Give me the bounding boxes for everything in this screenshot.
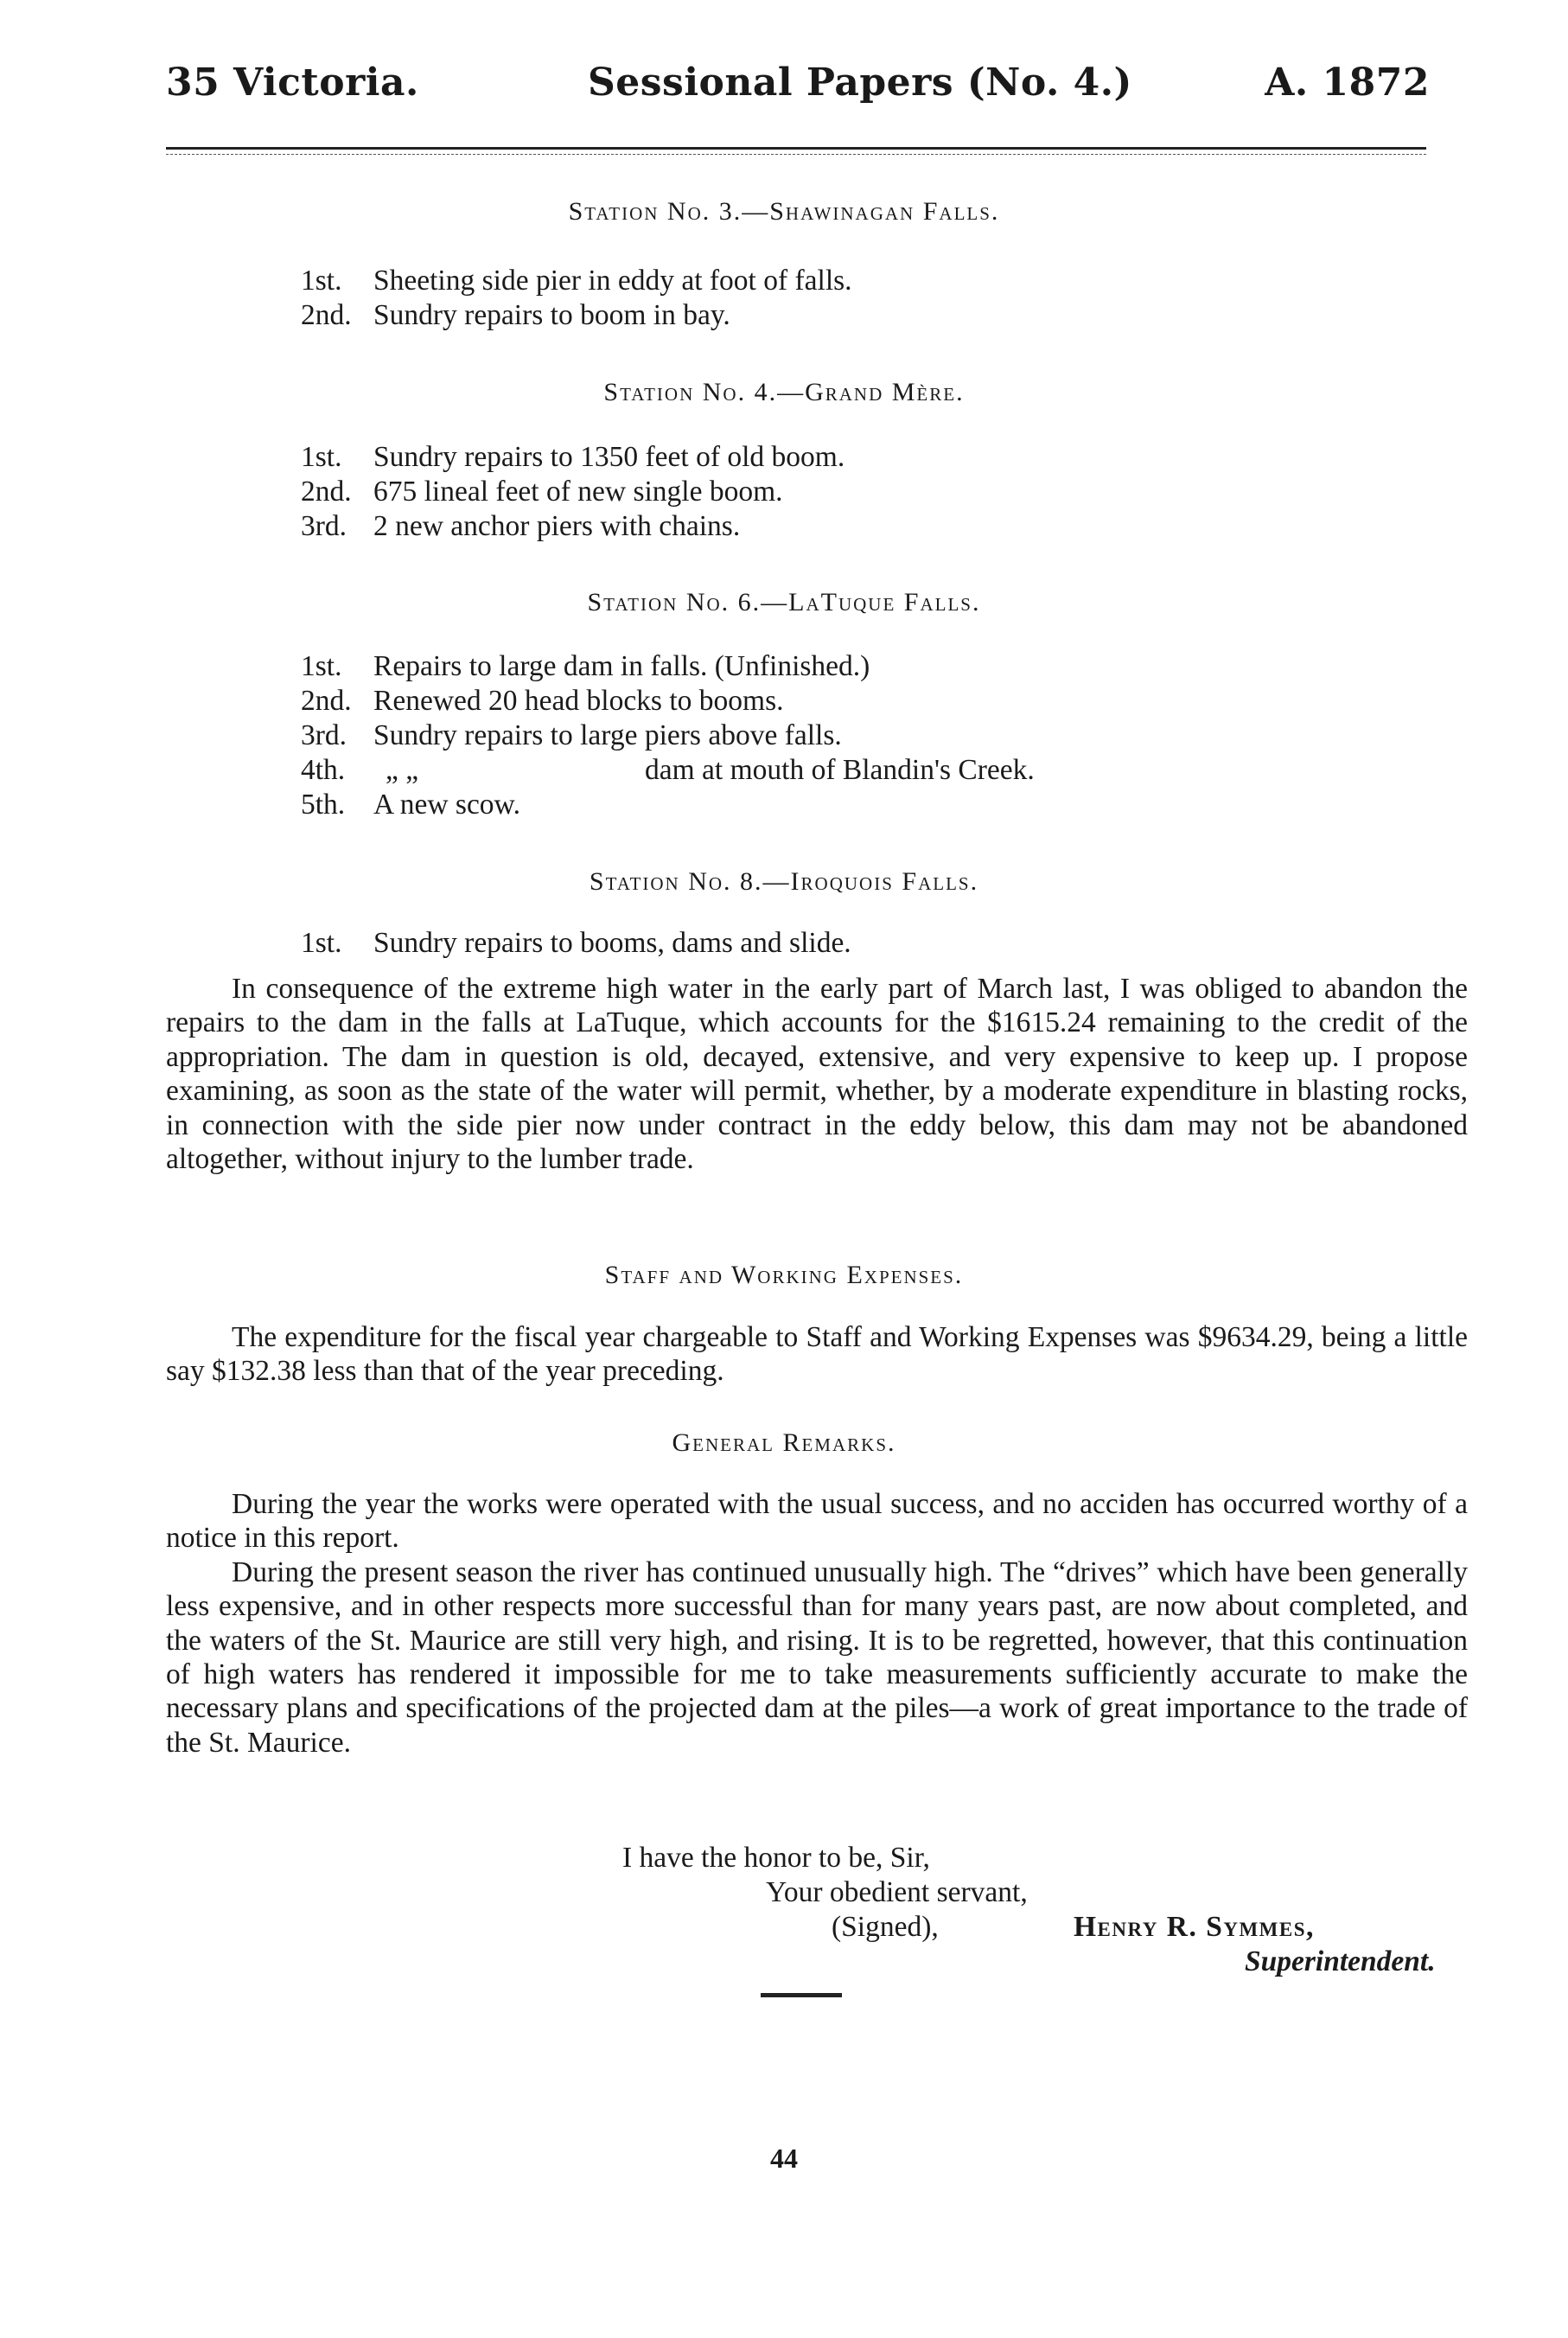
header-session: 35 Victoria.: [166, 61, 419, 105]
paragraph-text: In consequence of the extreme high water in the early part of March last, I was obliged to abandon the repairs to the dam in the falls at LaTuque, which accounts for the $1615.24 remaining to the credit of the appropriation. The dam in question is old, decayed, extensive, and very expensive to keep up. I propose examining, as soon as the state of the water will permit, whether, by a moderate expenditure in blasting rocks, in connection with the side pier now under contract in the eddy below, this dam may not be abandoned altogether, without injury to the lumber trade.: [166, 973, 1468, 1176]
header-rule: [166, 147, 1426, 150]
signatory-name: Henry R. Symmes,: [1074, 1911, 1315, 1943]
station-3-title: Station No. 3.—Shawinagan Falls.: [568, 197, 1000, 226]
station-6-item-1: [301, 650, 870, 683]
header-year: A. 1872: [1265, 61, 1430, 105]
closing-salutation: I have the honor to be, Sir,: [622, 1842, 930, 1874]
item-ordinal: 1st.: [301, 441, 342, 473]
item-text: Renewed 20 head blocks to booms.: [373, 685, 784, 717]
general-section-title: General Remarks.: [672, 1428, 896, 1457]
station-4-title: Station No. 4.—Grand Mère.: [603, 378, 965, 406]
item-text: A new scow.: [373, 789, 520, 821]
item-text: Sundry repairs to 1350 feet of old boom.: [373, 441, 845, 473]
item-ordinal: 4th.: [301, 754, 346, 786]
paragraph-text: The expenditure for the fiscal year chargeable to Staff and Working Expenses was $9634.29, being a little say $132.38 less than that of the year preceding.: [166, 1321, 1468, 1388]
item-text: Sheeting side pier in eddy at foot of falls.: [373, 265, 852, 297]
item-text: Sundry repairs to booms, dams and slide.: [373, 927, 851, 959]
item-ordinal: 5th.: [301, 789, 346, 821]
signatory-title: Superintendent.: [1245, 1945, 1436, 1977]
item-ordinal: 3rd.: [301, 719, 347, 751]
closing-signed: (Signed),: [832, 1911, 939, 1943]
staff-section-title: Staff and Working Expenses.: [604, 1261, 964, 1289]
station-4-item-2: [301, 476, 783, 508]
item-text: Sundry repairs to large piers above falls.: [373, 719, 842, 751]
station-3-item-1: [301, 265, 852, 297]
item-text: Repairs to large dam in falls. (Unfinished.): [373, 650, 870, 682]
item-ordinal: 2nd.: [301, 685, 352, 717]
station-6-item-2: [301, 685, 784, 718]
paragraph-text: During the year the works were operated with the usual success, and no acciden has occurred worthy of a notice in this report.: [166, 1488, 1468, 1555]
item-text: dam at mouth of Blandin's Creek.: [645, 754, 1035, 786]
station-6-item-4: [301, 754, 1035, 787]
header-papers: Sessional Papers (No. 4.): [588, 61, 1132, 105]
item-text: 675 lineal feet of new single boom.: [373, 476, 783, 508]
station-3-item-2: [301, 299, 730, 332]
latuque-paragraph: [166, 972, 1468, 1176]
station-6-item-5: [301, 789, 520, 821]
header-rule-dashed: [166, 154, 1426, 155]
paragraph-text: During the present season the river has continued unusually high. The “drives” which have been generally less expensive, and in other respects more successful than for many years past, are now about completed, and the waters of the St. Maurice are still very high, and rising. It is to be regretted, however, that this continuation of high waters has rendered it impossible for me to take measurements sufficiently accurate to make the necessary plans and specifications of the projected dam at the piles—a work of great importance to the trade of the St. Maurice.: [166, 1555, 1468, 1759]
item-ordinal: 2nd.: [301, 476, 352, 508]
station-8-title: Station No. 8.—Iroquois Falls.: [589, 867, 979, 896]
station-6-item-3: [301, 719, 842, 752]
closing-rule: [761, 1993, 842, 1997]
station-6-title: Station No. 6.—LaTuque Falls.: [587, 588, 981, 616]
page-number: 44: [770, 2143, 798, 2174]
station-4-item-1: [301, 441, 845, 474]
station-8-item-1: [301, 927, 851, 960]
item-ordinal: 1st.: [301, 265, 342, 297]
item-ordinal: 2nd.: [301, 299, 352, 331]
item-text: Sundry repairs to boom in bay.: [373, 299, 730, 331]
item-ordinal: 1st.: [301, 650, 342, 682]
item-ordinal: 3rd.: [301, 510, 347, 542]
staff-paragraph: [166, 1320, 1468, 1389]
station-4-item-3: [301, 510, 740, 543]
ditto-marks: „ „: [386, 754, 419, 786]
general-paragraphs: [166, 1487, 1468, 1760]
item-ordinal: 1st.: [301, 927, 342, 959]
item-text: 2 new anchor piers with chains.: [373, 510, 741, 542]
closing-servant: Your obedient servant,: [766, 1876, 1028, 1908]
